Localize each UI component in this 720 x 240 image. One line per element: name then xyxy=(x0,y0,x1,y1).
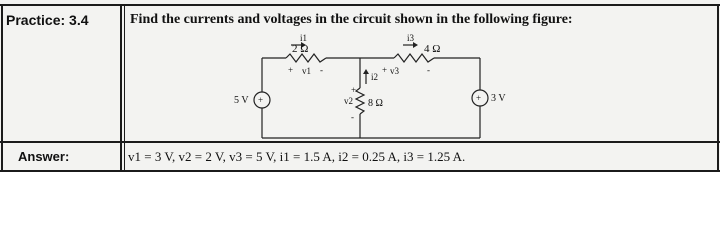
resistor-8ohm-label: 8 Ω xyxy=(368,98,383,109)
resistor-4ohm xyxy=(394,54,434,62)
i3-label: i3 xyxy=(407,33,415,43)
v2-label: v2 xyxy=(344,96,353,106)
v1-plus-sign: + xyxy=(288,65,294,75)
v2-plus-sign: + xyxy=(351,85,357,95)
resistor-2ohm-label: 2 Ω xyxy=(292,43,309,55)
i1-label: i1 xyxy=(300,33,308,43)
left-source-label: 5 V xyxy=(234,95,249,106)
resistor-8ohm xyxy=(356,88,364,114)
answer-text: v1 = 3 V, v2 = 2 V, v3 = 5 V, i1 = 1.5 A, i2 = 0.25 A, i3 = 1.25 A. xyxy=(128,149,466,164)
left-source-plus-sign: + xyxy=(258,95,264,105)
v3-plus-sign: + xyxy=(382,65,388,75)
i2-arrow-head xyxy=(363,69,369,74)
right-source-label: 3 V xyxy=(491,93,506,104)
v3-label: v3 xyxy=(390,66,399,76)
question-text: Find the currents and voltages in the circuit shown in the following figure: xyxy=(130,12,573,27)
answer-label: Answer: xyxy=(18,149,70,164)
resistor-2ohm xyxy=(286,54,326,62)
resistor-4ohm-label: 4 Ω xyxy=(424,43,441,55)
v1-label: v1 xyxy=(302,66,311,76)
practice-label: Practice: 3.4 xyxy=(6,12,89,28)
right-source-plus-sign: + xyxy=(476,93,482,103)
i2-label: i2 xyxy=(371,72,379,82)
v1-minus-sign: - xyxy=(320,65,323,75)
v2-minus-sign: - xyxy=(351,112,354,122)
v3-minus-sign: - xyxy=(427,65,430,75)
